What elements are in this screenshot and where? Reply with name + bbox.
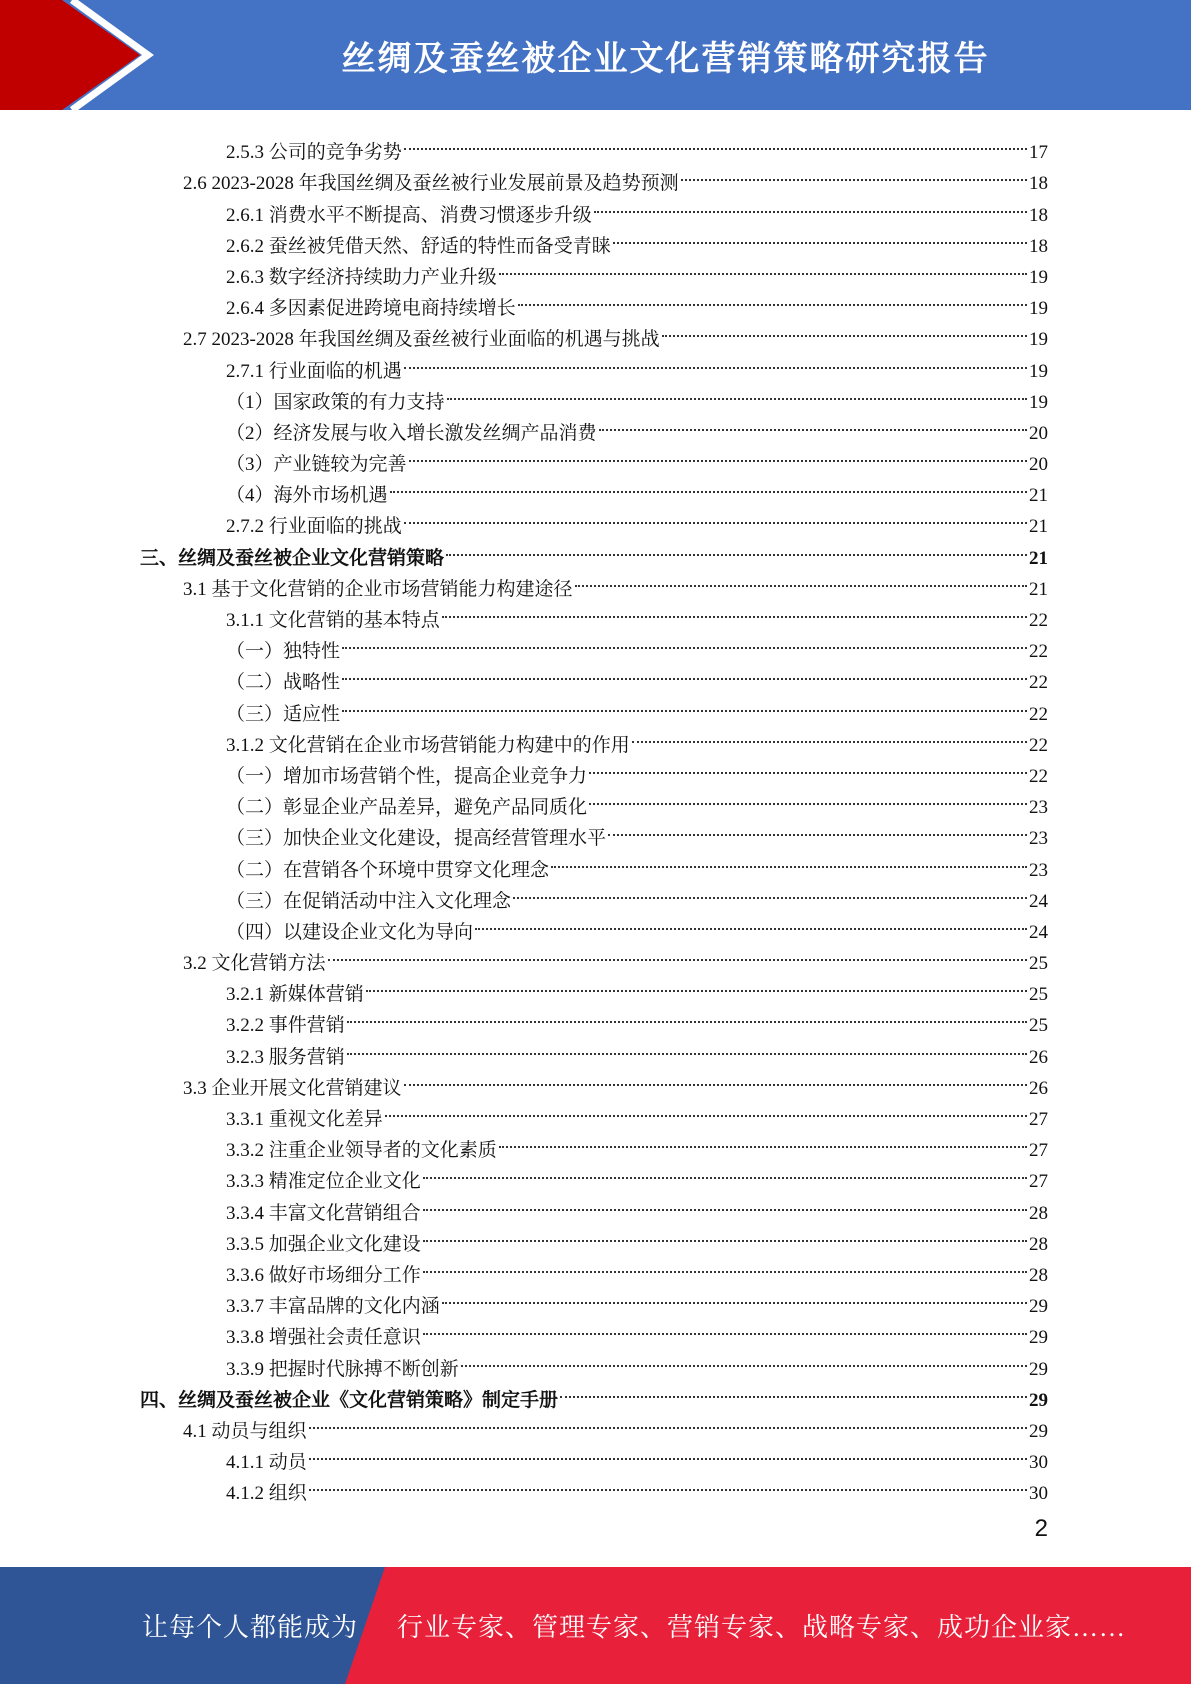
toc-entry-title: （三）在促销活动中注入文化理念 (226, 890, 512, 912)
toc-entry-title: （三）加快企业文化建设，提高经营管理水平 (226, 828, 607, 850)
toc-entry[interactable] (140, 657, 1048, 694)
toc-entry-title: 2.6.4 多因素促进跨境电商持续增长 (226, 298, 516, 320)
toc-entry[interactable] (140, 1281, 1048, 1318)
toc-entry[interactable] (140, 1343, 1048, 1380)
toc-entry[interactable] (140, 595, 1048, 631)
toc-entry-page-number: 22 (1029, 641, 1048, 663)
toc-entry-title: （2）经济发展与收入增长激发丝绸产品消费 (226, 422, 597, 444)
toc-entry[interactable] (140, 1312, 1048, 1349)
toc-entry-title: （一）增加市场营销个性，提高企业竞争力 (226, 765, 588, 787)
toc-entry[interactable] (140, 501, 1048, 538)
toc-dot-leader (309, 1437, 1027, 1468)
toc-entry-page-number: 23 (1029, 828, 1048, 850)
toc-dot-leader (423, 1219, 1027, 1250)
toc-entry[interactable] (140, 751, 1048, 787)
toc-entry-title: 三、丝绸及蚕丝被企业文化营销策略 (140, 547, 445, 569)
toc-dot-leader (423, 1250, 1027, 1281)
toc-entry-title: 4.1.2 组织 (226, 1483, 307, 1505)
toc-dot-leader (461, 1343, 1027, 1374)
toc-dot-leader (409, 439, 1027, 470)
toc-entry-title: 2.6 2023-2028 年我国丝绸及蚕丝被行业发展前景及趋势预测 (183, 173, 679, 195)
toc-dot-leader (447, 377, 1027, 408)
toc-entry-page-number: 26 (1029, 1046, 1048, 1068)
toc-entry-title: 2.6.3 数字经济持续助力产业升级 (226, 266, 497, 288)
toc-entry-page-number: 29 (1029, 1420, 1048, 1442)
page-footer (0, 1567, 1191, 1684)
toc-entry-page-number: 27 (1029, 1140, 1048, 1162)
toc-entry[interactable] (140, 907, 1048, 943)
report-title: 丝绸及蚕丝被企业文化营销策略研究报告 (341, 38, 990, 79)
toc-entry-page-number: 30 (1029, 1483, 1048, 1505)
toc-entry-title: 3.3.9 把握时代脉搏不断创新 (226, 1358, 459, 1380)
toc-entry-title: 3.2.3 服务营销 (226, 1046, 345, 1068)
toc-dot-leader (309, 1468, 1027, 1499)
toc-entry-title: （4）海外市场机遇 (226, 485, 388, 507)
toc-entry[interactable] (140, 439, 1048, 476)
toc-entry[interactable] (140, 813, 1048, 850)
toc-dot-leader (347, 1031, 1027, 1062)
toc-entry[interactable] (140, 158, 1048, 195)
toc-entry-page-number: 28 (1029, 1264, 1048, 1286)
toc-entry-title: 2.7 2023-2028 年我国丝绸及蚕丝被行业面临的机遇与挑战 (183, 329, 660, 351)
toc-entry-title: （1）国家政策的有力支持 (226, 391, 445, 413)
toc-dot-leader (442, 1281, 1027, 1312)
toc-entry[interactable] (140, 1187, 1048, 1224)
toc-dot-leader (309, 1406, 1027, 1437)
toc-entry-page-number: 23 (1029, 859, 1048, 881)
toc-entry[interactable] (140, 1250, 1048, 1286)
toc-entry-title: 2.6.2 蚕丝被凭借天然、舒适的特性而备受青睐 (226, 235, 611, 257)
toc-dot-leader (342, 688, 1027, 719)
toc-entry-page-number: 29 (1029, 1327, 1048, 1349)
toc-dot-leader (446, 532, 1027, 563)
toc-entry[interactable] (140, 1063, 1048, 1099)
toc-entry-page-number: 25 (1029, 984, 1048, 1006)
toc-entry-page-number: 24 (1029, 921, 1048, 943)
toc-entry[interactable] (140, 626, 1048, 663)
toc-entry-page-number: 21 (1029, 516, 1048, 538)
toc-entry-title: 3.3.5 加强企业文化建设 (226, 1233, 421, 1255)
toc-entry[interactable] (140, 345, 1048, 382)
toc-dot-leader (404, 1063, 1027, 1094)
footer-slogan-right: 行业专家、管理专家、营销专家、战略专家、成功企业家…… (397, 1613, 1127, 1642)
toc-entry-title: 3.1 基于文化营销的企业市场营销能力构建途径 (183, 578, 573, 600)
toc-dot-leader (551, 844, 1027, 875)
toc-dot-leader (499, 252, 1027, 283)
toc-entry-title: 四、丝绸及蚕丝被企业《文化营销策略》制定手册 (140, 1389, 559, 1411)
toc-dot-leader (423, 1156, 1027, 1187)
toc-dot-leader (608, 813, 1027, 844)
toc-dot-leader (475, 907, 1027, 938)
toc-dot-leader (513, 876, 1027, 907)
toc-entry-page-number: 19 (1029, 329, 1048, 351)
toc-entry[interactable] (140, 720, 1048, 756)
toc-entry-title: （四）以建设企业文化为导向 (226, 921, 474, 943)
toc-entry-page-number: 17 (1029, 142, 1048, 164)
toc-entry[interactable] (140, 844, 1048, 881)
toc-entry[interactable] (140, 969, 1048, 1006)
toc-entry-title: 3.2 文化营销方法 (183, 953, 326, 975)
toc-entry-title: （一）独特性 (226, 641, 341, 663)
toc-entry[interactable] (140, 688, 1048, 725)
toc-entry[interactable] (140, 1468, 1048, 1505)
toc-entry-title: 3.2.1 新媒体营销 (226, 984, 364, 1006)
toc-dot-leader (342, 626, 1027, 657)
toc-entry[interactable] (140, 532, 1048, 569)
toc-dot-leader (518, 283, 1027, 314)
toc-entry-title: （二）战略性 (226, 672, 341, 694)
toc-entry-title: 2.7.2 行业面临的挑战 (226, 516, 402, 538)
toc-entry-page-number: 19 (1029, 298, 1048, 320)
toc-entry-page-number: 18 (1029, 204, 1048, 226)
toc-entry-page-number: 25 (1029, 1015, 1048, 1037)
toc-entry-page-number: 22 (1029, 734, 1048, 756)
toc-entry[interactable] (140, 408, 1048, 444)
toc-entry[interactable] (140, 221, 1048, 257)
toc-entry[interactable] (140, 1000, 1048, 1037)
toc-entry-page-number: 20 (1029, 454, 1048, 476)
toc-entry[interactable] (140, 252, 1048, 288)
toc-entry-title: （二）在营销各个环境中贯穿文化理念 (226, 859, 550, 881)
toc-entry-page-number: 27 (1029, 1109, 1048, 1130)
toc-entry-page-number: 21 (1029, 485, 1048, 507)
toc-dot-leader (499, 1125, 1027, 1156)
toc-entry[interactable] (140, 189, 1048, 226)
toc-entry-title: 3.1.2 文化营销在企业市场营销能力构建中的作用 (226, 734, 630, 756)
toc-entry-page-number: 29 (1029, 1296, 1048, 1318)
toc-dot-leader (404, 345, 1027, 376)
toc-dot-leader (632, 720, 1027, 751)
toc-dot-leader (328, 938, 1027, 969)
toc-dot-leader (385, 1094, 1027, 1125)
table-of-contents (140, 127, 1048, 1505)
toc-entry-page-number: 18 (1029, 235, 1048, 257)
toc-entry-page-number: 27 (1029, 1171, 1048, 1193)
toc-dot-leader (442, 595, 1027, 626)
toc-dot-leader (613, 221, 1027, 252)
toc-entry-page-number: 20 (1029, 422, 1048, 444)
toc-entry[interactable] (140, 1156, 1048, 1193)
toc-dot-leader (594, 189, 1027, 220)
toc-entry-title: 3.3.8 增强社会责任意识 (226, 1327, 421, 1349)
toc-entry-title: 4.1 动员与组织 (183, 1420, 307, 1442)
toc-entry[interactable] (140, 564, 1048, 600)
toc-dot-leader (599, 408, 1027, 439)
toc-dot-leader (589, 751, 1027, 782)
toc-entry-title: 3.3.6 做好市场细分工作 (226, 1264, 421, 1286)
toc-entry[interactable] (140, 876, 1048, 912)
toc-entry-title: 3.3.2 注重企业领导者的文化素质 (226, 1140, 497, 1162)
toc-entry-page-number: 29 (1029, 1358, 1048, 1380)
toc-dot-leader (575, 564, 1027, 595)
toc-entry[interactable] (140, 1125, 1048, 1162)
toc-dot-leader (366, 969, 1027, 1000)
toc-dot-leader (662, 314, 1027, 345)
toc-entry-page-number: 19 (1029, 391, 1048, 413)
toc-entry[interactable] (140, 127, 1048, 164)
toc-entry[interactable] (140, 470, 1048, 507)
toc-entry-page-number: 26 (1029, 1077, 1048, 1099)
toc-dot-leader (390, 470, 1027, 501)
toc-entry-page-number: 28 (1029, 1233, 1048, 1255)
toc-dot-leader (560, 1375, 1027, 1406)
toc-entry[interactable] (140, 377, 1048, 413)
toc-entry-title: 2.7.1 行业面临的机遇 (226, 360, 402, 382)
toc-entry[interactable] (140, 1375, 1048, 1411)
toc-entry-page-number: 29 (1029, 1389, 1048, 1411)
page-header (0, 0, 1191, 110)
toc-entry-page-number: 21 (1029, 578, 1048, 600)
toc-entry-title: 3.2.2 事件营销 (226, 1015, 345, 1037)
toc-dot-leader (404, 127, 1027, 158)
toc-entry-title: 3.3.7 丰富品牌的文化内涵 (226, 1296, 440, 1318)
toc-entry[interactable] (140, 1094, 1048, 1130)
toc-entry-title: 2.5.3 公司的竞争劣势 (226, 142, 402, 164)
toc-dot-leader (589, 782, 1027, 813)
toc-entry[interactable] (140, 283, 1048, 320)
toc-entry-page-number: 22 (1029, 610, 1048, 631)
toc-entry[interactable] (140, 1437, 1048, 1474)
toc-entry[interactable] (140, 782, 1048, 819)
toc-entry-page-number: 19 (1029, 266, 1048, 288)
toc-entry[interactable] (140, 1031, 1048, 1068)
toc-entry[interactable] (140, 938, 1048, 975)
toc-entry-title: （3）产业链较为完善 (226, 454, 407, 476)
toc-entry-page-number: 22 (1029, 672, 1048, 694)
toc-entry-page-number: 18 (1029, 173, 1048, 195)
toc-dot-leader (347, 1000, 1027, 1031)
toc-entry-title: 2.6.1 消费水平不断提高、消费习惯逐步升级 (226, 204, 592, 226)
toc-entry-page-number: 30 (1029, 1452, 1048, 1474)
toc-entry-page-number: 21 (1029, 547, 1048, 569)
toc-dot-leader (342, 657, 1027, 688)
page-number: 2 (1034, 1515, 1048, 1542)
footer-slogan-left: 让每个人都能成为 (142, 1613, 359, 1642)
toc-entry-page-number: 24 (1029, 890, 1048, 912)
toc-entry-page-number: 19 (1029, 360, 1048, 382)
toc-entry-page-number: 22 (1029, 765, 1048, 787)
toc-entry-title: 3.1.1 文化营销的基本特点 (226, 610, 440, 631)
toc-entry[interactable] (140, 314, 1048, 351)
toc-dot-leader (681, 158, 1027, 189)
toc-dot-leader (404, 501, 1027, 532)
toc-entry-title: 3.3.4 丰富文化营销组合 (226, 1202, 421, 1224)
toc-dot-leader (423, 1187, 1027, 1218)
toc-entry-title: 3.3.3 精准定位企业文化 (226, 1171, 421, 1193)
toc-entry-title: 3.3.1 重视文化差异 (226, 1109, 383, 1130)
toc-entry-title: 4.1.1 动员 (226, 1452, 307, 1474)
toc-entry-page-number: 23 (1029, 797, 1048, 819)
toc-entry[interactable] (140, 1406, 1048, 1442)
toc-entry-page-number: 25 (1029, 953, 1048, 975)
toc-entry-title: 3.3 企业开展文化营销建议 (183, 1077, 402, 1099)
toc-entry[interactable] (140, 1219, 1048, 1255)
toc-entry-page-number: 28 (1029, 1202, 1048, 1224)
toc-dot-leader (423, 1312, 1027, 1343)
toc-entry-title: （三）适应性 (226, 703, 341, 725)
toc-entry-title: （二）彰显企业产品差异，避免产品同质化 (226, 797, 588, 819)
toc-entry-page-number: 22 (1029, 703, 1048, 725)
